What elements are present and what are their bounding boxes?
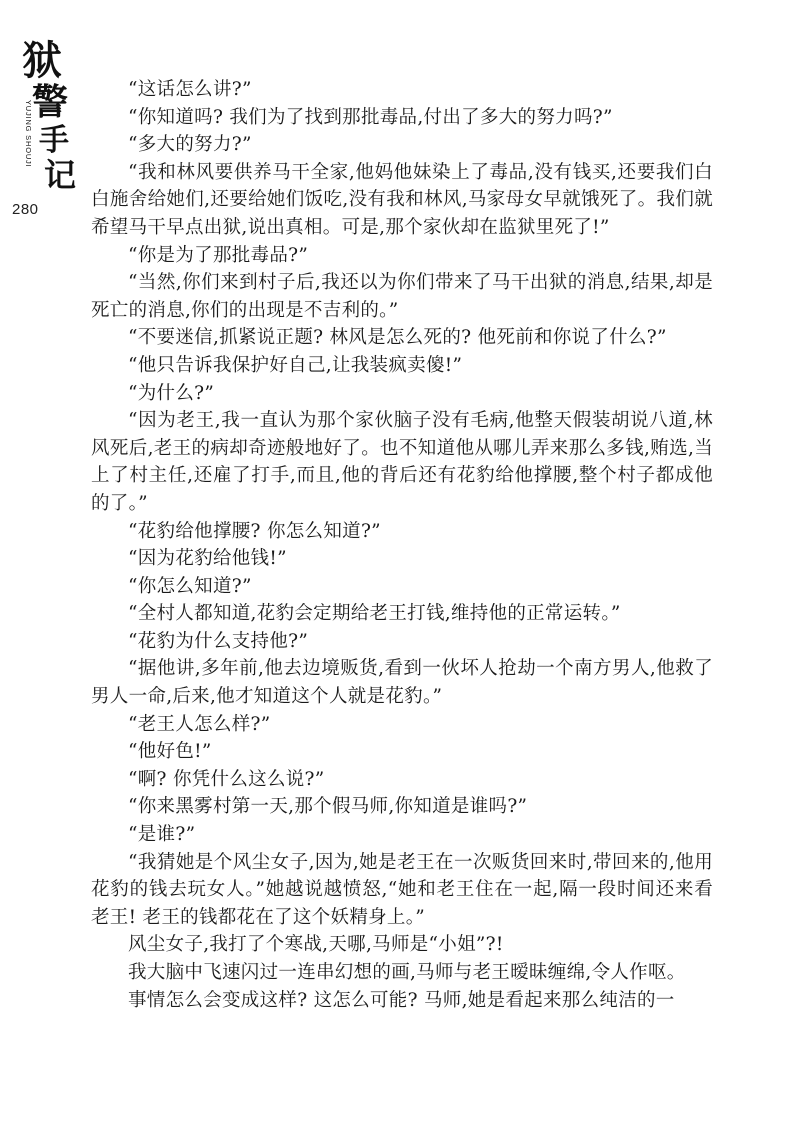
book-title-logo xyxy=(6,30,86,190)
paragraph: “你怎么知道?” xyxy=(128,575,252,597)
paragraph: “为什么?” xyxy=(128,382,215,404)
paragraph: “是谁?” xyxy=(128,824,196,846)
paragraph: “花豹为什么支持他?” xyxy=(128,630,309,652)
paragraph: “这话怎么讲?” xyxy=(128,79,252,100)
paragraph: “啊? 你凭什么这么说?” xyxy=(128,768,325,790)
logo-subtitle: YUJING SHOUJI xyxy=(24,100,33,168)
paragraph: “我和林风要供养马干全家,他妈他妹染上了毒品,没有钱买,还要我们白白施舍给她们,还要给她们饭吃,没有我和林风,马家母女早就饿死了。我们就希望马干早点出狱,说出真相。可是,那个家伙却在监狱里死了!” xyxy=(91,161,713,238)
paragraph: “你是为了那批毒品?” xyxy=(128,244,309,266)
logo-char-4: 记 xyxy=(43,156,77,190)
paragraph: “据他讲,多年前,他去边境贩货,看到一伙坏人抢劫一个南方男人,他救了男人一命,后来,他才知道这个人就是花豹。” xyxy=(91,658,713,708)
logo-char-3: 手 xyxy=(39,123,69,158)
paragraph: “因为花豹给他钱!” xyxy=(128,548,287,570)
paragraph: “因为老王,我一直认为那个家伙脑子没有毛病,他整天假装胡说八道,林风死后,老王的病却奇迹般地好了。也不知道他从哪儿弄来那么多钱,贿选,当上了村主任,还雇了打手,而且,他的背后还有花豹给他撑腰,整个村子都成他的了。” xyxy=(91,410,713,514)
logo-char-2: 警 xyxy=(31,81,69,123)
paragraph: “当然,你们来到村子后,我还以为你们带来了马干出狱的消息,结果,却是死亡的消息,你们的出现是不吉利的。” xyxy=(91,272,713,321)
paragraph: 事情怎么会变成这样? 这怎么可能? 马师,她是看起来那么纯洁的一 xyxy=(128,989,675,1011)
paragraph: “老王人怎么样?” xyxy=(128,713,271,735)
paragraph: “他只告诉我保护好自己,让我装疯卖傻!” xyxy=(128,354,463,376)
book-header xyxy=(6,30,86,200)
paragraph: “花豹给他撑腰? 你怎么知道?” xyxy=(128,520,381,542)
paragraph: “我猜她是个风尘女子,因为,她是老王在一次贩货回来时,带回来的,他用花豹的钱去玩女人。”她越说越愤怒,“她和老王住在一起,隔一段时间还来看老王! 老王的钱都花在了这个妖精身上。” xyxy=(91,851,713,928)
paragraph: “他好色!” xyxy=(128,741,212,763)
paragraph: “你来黑雾村第一天,那个假马师,你知道是谁吗?” xyxy=(128,796,528,818)
paragraph: “多大的努力?” xyxy=(128,134,252,156)
logo-char-1: 狱 xyxy=(22,37,62,84)
paragraph: “全村人都知道,花豹会定期给老王打钱,维持他的正常运转。” xyxy=(128,603,621,625)
paragraph: “不要迷信,抓紧说正题? 林风是怎么死的? 他死前和你说了什么?” xyxy=(128,327,667,349)
page-number: 280 xyxy=(12,201,39,218)
paragraph: 我大脑中飞速闪过一连串幻想的画,马师与老王暧昧缠绵,令人作呕。 xyxy=(128,962,686,983)
paragraph: 风尘女子,我打了个寒战,天哪,马师是“小姐”?! xyxy=(128,934,504,956)
paragraph: “你知道吗? 我们为了找到那批毒品,付出了多大的努力吗?” xyxy=(128,106,613,128)
page-body xyxy=(91,76,713,1014)
